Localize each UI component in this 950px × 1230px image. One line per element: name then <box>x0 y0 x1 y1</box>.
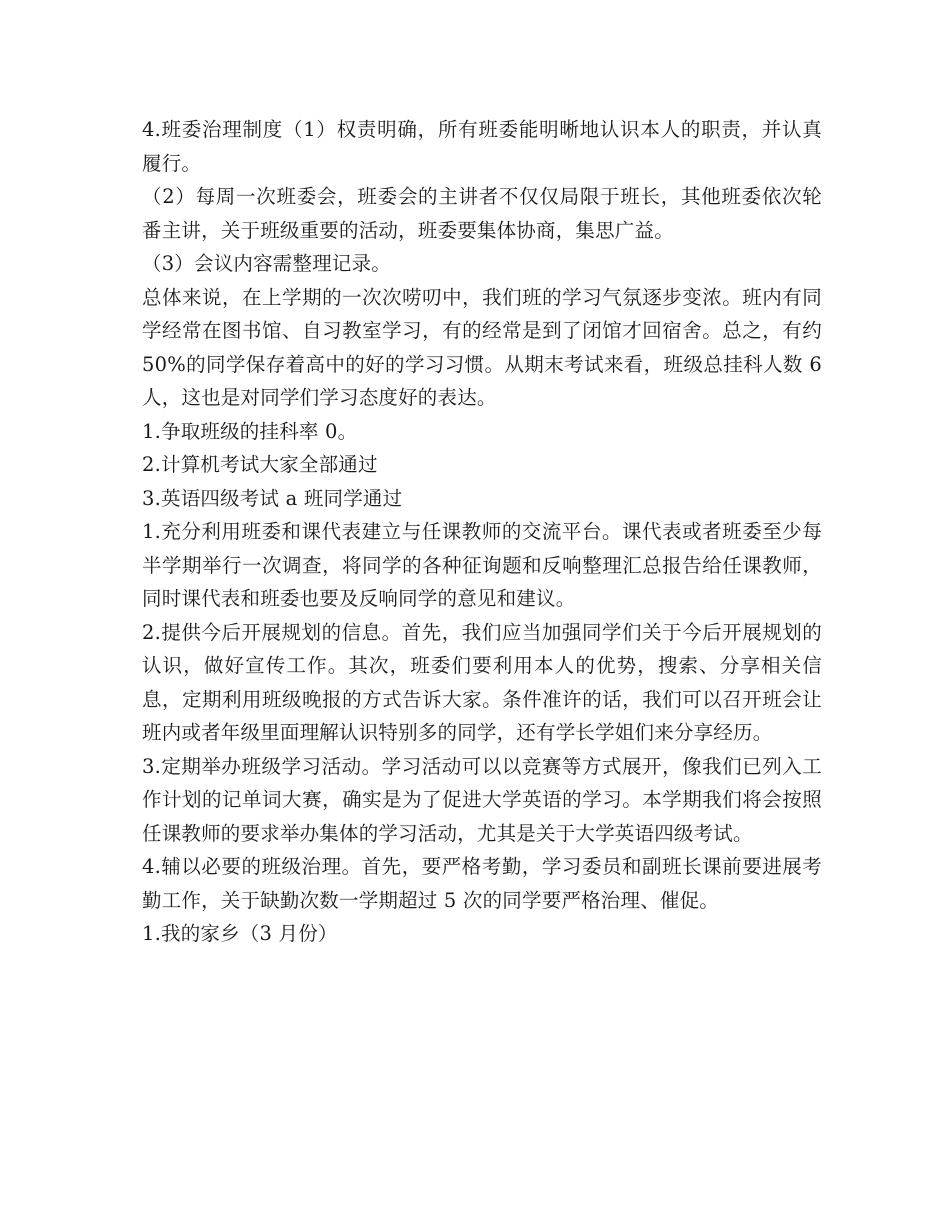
measure-item-communication: 1.充分利用班委和课代表建立与任课教师的交流平台。课代表或者班委至少每半学期举行一次调查，将同学的各种征询题和反响整理汇总报告给任课教师，同时课代表和班委也要及反响同学的意见和建议。 <box>142 520 822 610</box>
goal-item-fail-rate: 1.争取班级的挂科率 0。 <box>142 419 358 443</box>
paragraph-study-atmosphere: 总体来说，在上学期的一次次唠叨中，我们班的学习气氛逐步变浓。班内有同学经常在图书馆、自习教室学习，有的经常是到了闭馆才回宿舍。总之，有约 50%的同学保存着高中的好的学习习惯。从期末考试来看，班级总挂科人数 6 人，这也是对同学们学习态度好的表达。 <box>142 285 822 409</box>
paragraph-meeting-records: （3）会议内容需整理记录。 <box>142 252 392 275</box>
measure-item-study-activities: 3.定期举办班级学习活动。学习活动可以以竞赛等方式展开，像我们已列入工作计划的记单词大赛，确实是为了促进大学英语的学习。本学期我们将会按照任课教师的要求举办集体的学习活动，尤其是关于大学英语四级考试。 <box>142 754 822 845</box>
paragraph-weekly-meeting: （2）每周一次班委会，班委会的主讲者不仅仅局限于班长，其他班委依次轮番主讲，关于班级重要的活动，班委要集体协商，集思广益。 <box>142 185 822 242</box>
goal-item-cet4: 3.英语四级考试 a 班同学通过 <box>142 486 403 510</box>
paragraph-committee-system: 4.班委治理制度（1）权责明确，所有班委能明晰地认识本人的职责，并认真履行。 <box>142 118 822 175</box>
document-body <box>142 113 822 951</box>
measure-item-career-info: 2.提供今后开展规划的信息。首先，我们应当加强同学们关于今后开展规划的认识，做好宣传工作。其次，班委们要利用本人的优势，搜索、分享相关信息，定期利用班级晚报的方式告诉大家。条件准许的话，我们可以召开班会让班内或者年级里面理解认识特别多的同学，还有学长学姐们来分享经历。 <box>142 620 822 744</box>
measure-item-class-management: 4.辅以必要的班级治理。首先，要严格考勤，学习委员和副班长课前要进展考勤工作，关于缺勤次数一学期超过 5 次的同学要严格治理、催促。 <box>142 855 822 912</box>
goal-item-computer-exam: 2.计算机考试大家全部通过 <box>142 453 378 476</box>
activity-item-hometown: 1.我的家乡（3 月份） <box>142 922 338 945</box>
